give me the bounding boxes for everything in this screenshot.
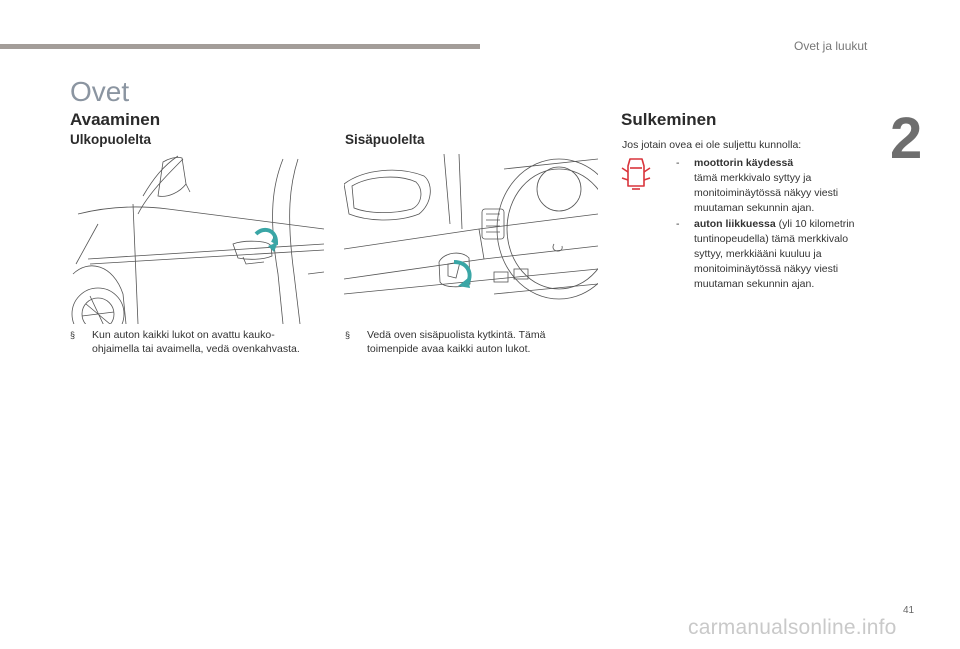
list-dash: - bbox=[676, 157, 680, 169]
outside-caption-text: Kun auton kaikki lukot on avattu kauko-ohjaimella tai avaimella, vedä ovenkahvasta. bbox=[92, 329, 300, 355]
inside-caption bbox=[345, 328, 580, 356]
inside-subtitle: Sisäpuolelta bbox=[345, 132, 425, 147]
inside-caption-text: Vedä oven sisäpuolista kytkintä. Tämä toimenpide avaa kaikki auton lukot. bbox=[367, 329, 546, 355]
list-item bbox=[676, 217, 876, 292]
closing-title: Sulkeminen bbox=[621, 110, 717, 129]
list-item-text: (yli 10 kilometrin tuntinopeudella) tämä merkkivalo syttyy, merkkiääni kuuluu ja monitoiminäytössä näkyy viesti muutaman sekunnin ajan. bbox=[694, 218, 855, 290]
door-open-warning-icon bbox=[620, 156, 652, 192]
interior-door-switch-illustration bbox=[344, 154, 598, 324]
exterior-door-handle-illustration bbox=[68, 154, 324, 324]
list-item-strong: auton liikkuessa bbox=[694, 218, 776, 230]
page-title: Ovet bbox=[70, 76, 130, 107]
chapter-title: Ovet ja luukut bbox=[794, 39, 868, 53]
checkbox-bullet-icon: § bbox=[70, 330, 76, 340]
list-item-strong: moottorin käydessä bbox=[694, 157, 794, 169]
list-dash: - bbox=[676, 218, 680, 230]
closing-intro: Jos jotain ovea ei ole suljettu kunnolla: bbox=[622, 139, 802, 151]
opening-title: Avaaminen bbox=[70, 110, 161, 129]
page-number: 41 bbox=[903, 605, 915, 616]
list-item bbox=[676, 156, 876, 216]
list-item-text: tämä merkkivalo syttyy ja monitoiminäytössä näkyy viesti muutaman sekunnin ajan. bbox=[694, 172, 839, 214]
header-bar bbox=[0, 44, 480, 49]
outside-caption bbox=[70, 328, 300, 356]
outside-subtitle: Ulkopuolelta bbox=[70, 132, 152, 147]
checkbox-bullet-icon: § bbox=[345, 330, 351, 340]
watermark: carmanualsonline.info bbox=[688, 616, 897, 639]
warning-list bbox=[676, 156, 876, 293]
chapter-number: 2 bbox=[890, 106, 923, 171]
